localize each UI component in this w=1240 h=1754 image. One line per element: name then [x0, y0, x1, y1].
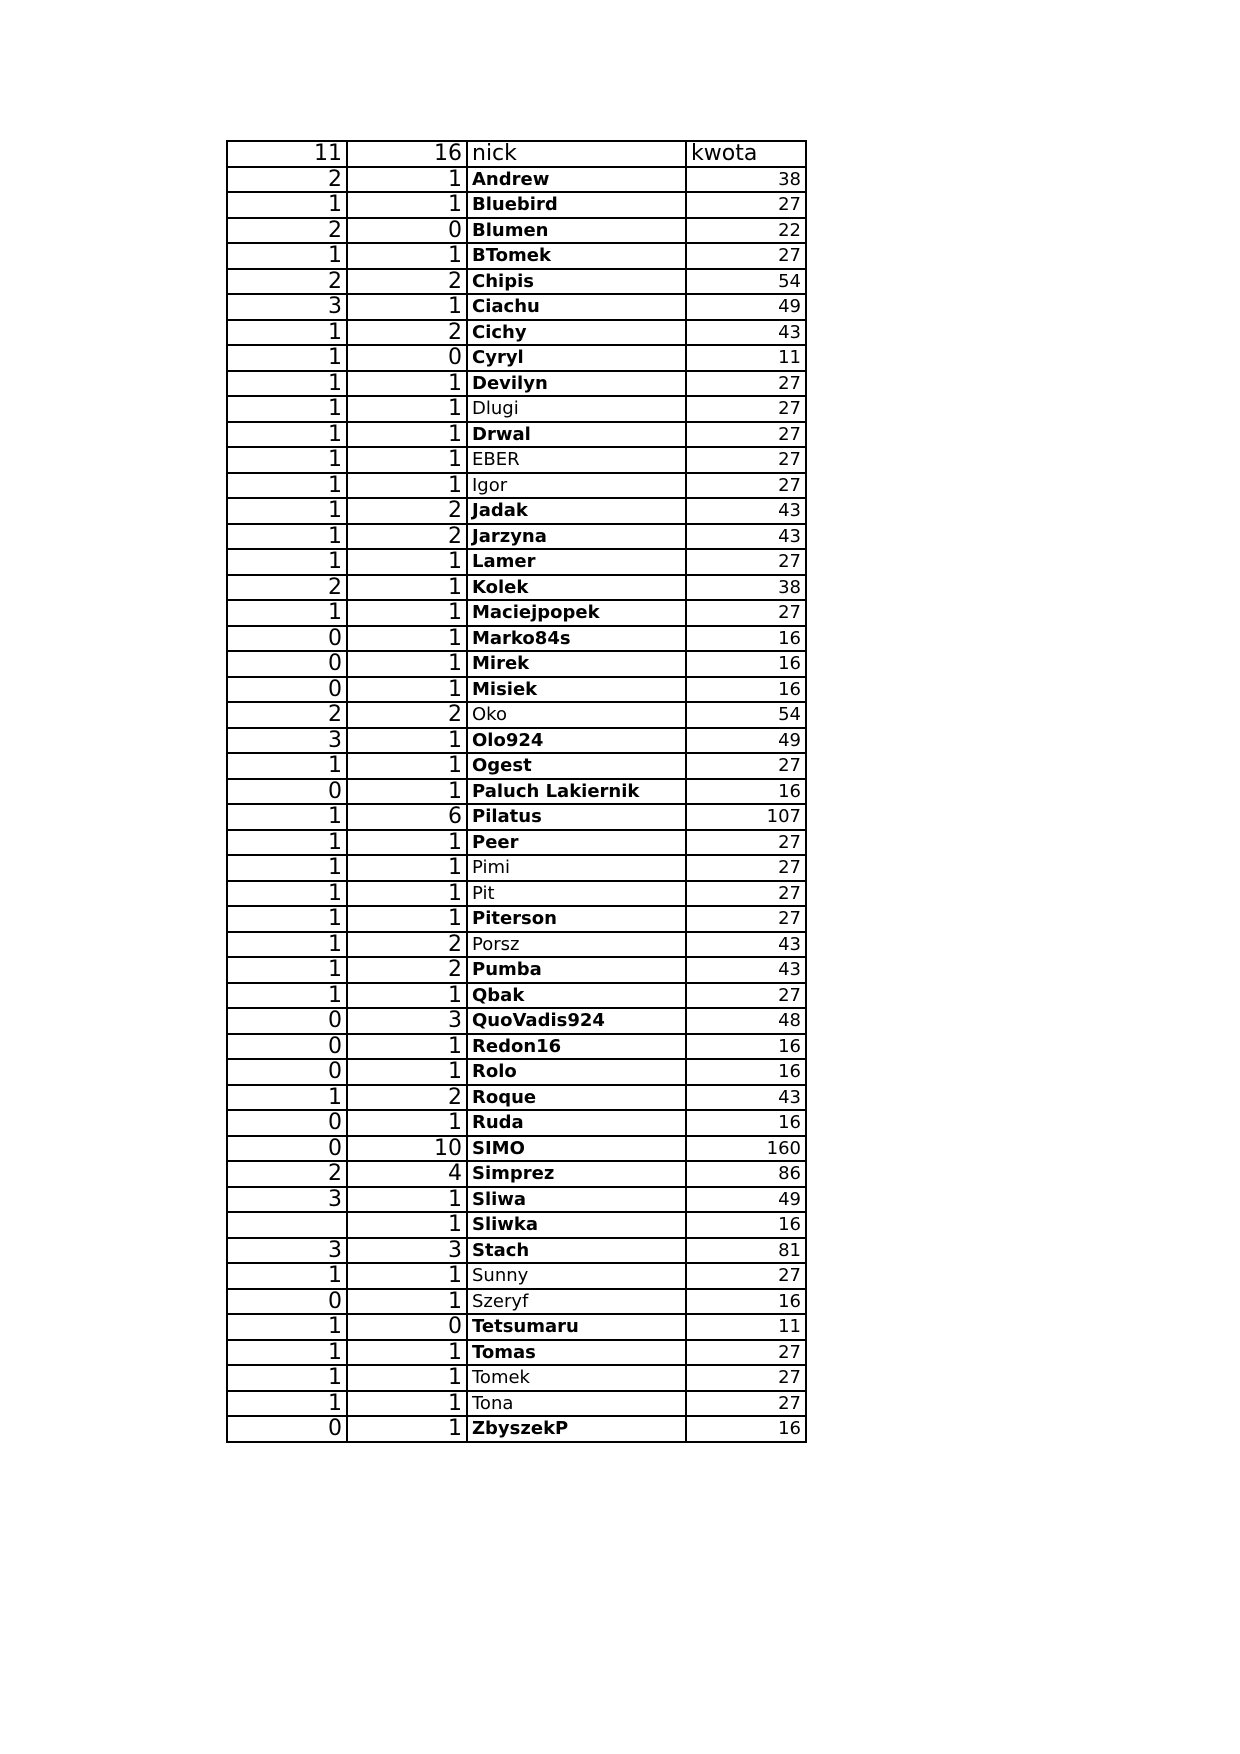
cell-kwota: 27 — [686, 983, 806, 1009]
cell-col2: 1 — [347, 983, 467, 1009]
cell-col2: 1 — [347, 192, 467, 218]
table-row — [227, 1391, 806, 1417]
cell-col2: 1 — [347, 855, 467, 881]
cell-nick: Ruda — [467, 1110, 686, 1136]
cell-nick: Tona — [467, 1391, 686, 1417]
cell-col1: 0 — [227, 626, 347, 652]
cell-col1: 1 — [227, 524, 347, 550]
header-cell-kwota: kwota — [686, 141, 806, 167]
table-row — [227, 1085, 806, 1111]
cell-nick: QuoVadis924 — [467, 1008, 686, 1034]
cell-col1: 1 — [227, 498, 347, 524]
cell-nick: Pimi — [467, 855, 686, 881]
cell-col1: 1 — [227, 906, 347, 932]
cell-nick: Cyryl — [467, 345, 686, 371]
cell-nick: Kolek — [467, 575, 686, 601]
table-row — [227, 218, 806, 244]
cell-kwota: 11 — [686, 345, 806, 371]
table-row — [227, 473, 806, 499]
cell-kwota: 16 — [686, 1110, 806, 1136]
cell-nick: Jarzyna — [467, 524, 686, 550]
cell-col1: 2 — [227, 702, 347, 728]
cell-nick: Lamer — [467, 549, 686, 575]
table-row — [227, 855, 806, 881]
cell-col2: 1 — [347, 1340, 467, 1366]
cell-col2: 1 — [347, 830, 467, 856]
cell-col1: 1 — [227, 192, 347, 218]
cell-kwota: 107 — [686, 804, 806, 830]
cell-col2: 3 — [347, 1238, 467, 1264]
cell-kwota: 27 — [686, 855, 806, 881]
table-row — [227, 1136, 806, 1162]
cell-col1: 3 — [227, 294, 347, 320]
table-row — [227, 651, 806, 677]
cell-col1: 1 — [227, 345, 347, 371]
cell-col2: 1 — [347, 1110, 467, 1136]
cell-col1: 1 — [227, 881, 347, 907]
cell-col1: 2 — [227, 167, 347, 193]
cell-nick: Bluebird — [467, 192, 686, 218]
spreadsheet-table — [226, 140, 807, 1443]
cell-col1: 2 — [227, 218, 347, 244]
cell-nick: Olo924 — [467, 728, 686, 754]
cell-col1: 0 — [227, 651, 347, 677]
cell-nick: Paluch Lakiernik — [467, 779, 686, 805]
cell-col2: 1 — [347, 1263, 467, 1289]
cell-col1: 1 — [227, 1085, 347, 1111]
cell-kwota: 43 — [686, 957, 806, 983]
cell-col2: 1 — [347, 294, 467, 320]
table-row — [227, 1365, 806, 1391]
cell-col1: 1 — [227, 932, 347, 958]
cell-col2: 4 — [347, 1161, 467, 1187]
cell-col2: 1 — [347, 396, 467, 422]
cell-kwota: 27 — [686, 1263, 806, 1289]
cell-col1: 1 — [227, 957, 347, 983]
cell-col2: 1 — [347, 371, 467, 397]
table-row — [227, 1314, 806, 1340]
table-row — [227, 320, 806, 346]
cell-col2: 1 — [347, 575, 467, 601]
cell-col2: 1 — [347, 1187, 467, 1213]
cell-col1: 0 — [227, 1416, 347, 1442]
cell-nick: Szeryf — [467, 1289, 686, 1315]
cell-col2: 1 — [347, 1416, 467, 1442]
cell-col2: 1 — [347, 753, 467, 779]
cell-kwota: 27 — [686, 1340, 806, 1366]
table-row — [227, 1263, 806, 1289]
cell-col2: 1 — [347, 728, 467, 754]
cell-kwota: 43 — [686, 498, 806, 524]
table-row — [227, 1008, 806, 1034]
cell-col2: 2 — [347, 320, 467, 346]
table-row — [227, 957, 806, 983]
cell-nick: Roque — [467, 1085, 686, 1111]
cell-nick: Piterson — [467, 906, 686, 932]
table-row — [227, 192, 806, 218]
cell-kwota: 27 — [686, 1391, 806, 1417]
cell-kwota: 27 — [686, 371, 806, 397]
header-row — [227, 141, 806, 167]
cell-col1: 1 — [227, 243, 347, 269]
table-row — [227, 167, 806, 193]
cell-kwota: 38 — [686, 167, 806, 193]
cell-nick: Cichy — [467, 320, 686, 346]
cell-col2: 1 — [347, 422, 467, 448]
cell-col2: 1 — [347, 473, 467, 499]
cell-col2: 1 — [347, 1034, 467, 1060]
cell-col2: 1 — [347, 1391, 467, 1417]
header-cell-nick: nick — [467, 141, 686, 167]
cell-nick: Stach — [467, 1238, 686, 1264]
table-row — [227, 600, 806, 626]
cell-nick: Mirek — [467, 651, 686, 677]
table-row — [227, 1161, 806, 1187]
cell-col1: 2 — [227, 575, 347, 601]
cell-nick: BTomek — [467, 243, 686, 269]
cell-nick: Sunny — [467, 1263, 686, 1289]
table-row — [227, 804, 806, 830]
cell-nick: Simprez — [467, 1161, 686, 1187]
cell-nick: Pit — [467, 881, 686, 907]
cell-kwota: 27 — [686, 192, 806, 218]
table-body — [227, 141, 806, 1442]
table-row — [227, 1110, 806, 1136]
cell-col1: 1 — [227, 371, 347, 397]
table-row — [227, 498, 806, 524]
cell-kwota: 16 — [686, 626, 806, 652]
cell-nick: Andrew — [467, 167, 686, 193]
table-row — [227, 1059, 806, 1085]
table-row — [227, 702, 806, 728]
cell-col2: 1 — [347, 167, 467, 193]
table-row — [227, 779, 806, 805]
cell-nick: Igor — [467, 473, 686, 499]
cell-nick: SIMO — [467, 1136, 686, 1162]
cell-kwota: 16 — [686, 1289, 806, 1315]
cell-col1: 0 — [227, 779, 347, 805]
cell-col1: 1 — [227, 983, 347, 1009]
cell-col1: 0 — [227, 677, 347, 703]
table-row — [227, 881, 806, 907]
cell-col2: 1 — [347, 651, 467, 677]
cell-kwota: 49 — [686, 1187, 806, 1213]
cell-col2: 1 — [347, 906, 467, 932]
cell-col2: 1 — [347, 779, 467, 805]
cell-kwota: 22 — [686, 218, 806, 244]
cell-col2: 1 — [347, 549, 467, 575]
cell-nick: Peer — [467, 830, 686, 856]
cell-col2: 1 — [347, 626, 467, 652]
table-row — [227, 1212, 806, 1238]
cell-nick: Drwal — [467, 422, 686, 448]
cell-col1: 3 — [227, 1238, 347, 1264]
cell-nick: EBER — [467, 447, 686, 473]
cell-nick: Ciachu — [467, 294, 686, 320]
cell-kwota: 49 — [686, 728, 806, 754]
cell-col1: 1 — [227, 447, 347, 473]
cell-col2: 1 — [347, 600, 467, 626]
cell-col1 — [227, 1212, 347, 1238]
cell-kwota: 27 — [686, 1365, 806, 1391]
cell-kwota: 27 — [686, 422, 806, 448]
cell-col2: 2 — [347, 932, 467, 958]
cell-kwota: 49 — [686, 294, 806, 320]
cell-col2: 1 — [347, 1059, 467, 1085]
cell-col2: 0 — [347, 218, 467, 244]
cell-col1: 3 — [227, 1187, 347, 1213]
cell-kwota: 27 — [686, 830, 806, 856]
cell-col2: 1 — [347, 1289, 467, 1315]
cell-col1: 2 — [227, 269, 347, 295]
cell-kwota: 54 — [686, 702, 806, 728]
cell-nick: Blumen — [467, 218, 686, 244]
cell-col2: 1 — [347, 1212, 467, 1238]
cell-kwota: 11 — [686, 1314, 806, 1340]
cell-col1: 0 — [227, 1136, 347, 1162]
cell-nick: Oko — [467, 702, 686, 728]
table-row — [227, 575, 806, 601]
cell-nick: Porsz — [467, 932, 686, 958]
cell-col1: 3 — [227, 728, 347, 754]
cell-kwota: 27 — [686, 396, 806, 422]
cell-nick: Redon16 — [467, 1034, 686, 1060]
cell-col2: 2 — [347, 498, 467, 524]
cell-col1: 1 — [227, 1340, 347, 1366]
cell-kwota: 16 — [686, 1059, 806, 1085]
cell-nick: Marko84s — [467, 626, 686, 652]
cell-col1: 1 — [227, 1314, 347, 1340]
cell-kwota: 16 — [686, 1416, 806, 1442]
cell-nick: Tetsumaru — [467, 1314, 686, 1340]
cell-nick: Rolo — [467, 1059, 686, 1085]
table-row — [227, 753, 806, 779]
header-cell-col2: 16 — [347, 141, 467, 167]
cell-col1: 1 — [227, 422, 347, 448]
table-row — [227, 1187, 806, 1213]
table-row — [227, 269, 806, 295]
cell-col2: 2 — [347, 957, 467, 983]
cell-nick: Ogest — [467, 753, 686, 779]
table-row — [227, 294, 806, 320]
table-row — [227, 1034, 806, 1060]
table-row — [227, 728, 806, 754]
cell-nick: Sliwa — [467, 1187, 686, 1213]
cell-kwota: 43 — [686, 932, 806, 958]
cell-nick: Chipis — [467, 269, 686, 295]
cell-col1: 0 — [227, 1034, 347, 1060]
cell-col2: 2 — [347, 702, 467, 728]
cell-col1: 1 — [227, 1391, 347, 1417]
cell-col1: 1 — [227, 320, 347, 346]
cell-col1: 2 — [227, 1161, 347, 1187]
cell-kwota: 27 — [686, 881, 806, 907]
cell-kwota: 27 — [686, 447, 806, 473]
cell-kwota: 81 — [686, 1238, 806, 1264]
cell-nick: Maciejpopek — [467, 600, 686, 626]
cell-kwota: 27 — [686, 549, 806, 575]
cell-col2: 10 — [347, 1136, 467, 1162]
table-row — [227, 677, 806, 703]
table-row — [227, 243, 806, 269]
table-row — [227, 1340, 806, 1366]
cell-kwota: 43 — [686, 320, 806, 346]
table-row — [227, 447, 806, 473]
cell-col1: 0 — [227, 1289, 347, 1315]
cell-col2: 1 — [347, 1365, 467, 1391]
cell-nick: Tomek — [467, 1365, 686, 1391]
cell-kwota: 160 — [686, 1136, 806, 1162]
cell-kwota: 27 — [686, 906, 806, 932]
cell-col2: 2 — [347, 1085, 467, 1111]
cell-col2: 1 — [347, 881, 467, 907]
cell-nick: Pumba — [467, 957, 686, 983]
cell-col2: 2 — [347, 524, 467, 550]
cell-col2: 1 — [347, 243, 467, 269]
cell-kwota: 16 — [686, 1212, 806, 1238]
table-row — [227, 549, 806, 575]
table-row — [227, 1416, 806, 1442]
table-row — [227, 396, 806, 422]
cell-col2: 2 — [347, 269, 467, 295]
cell-col2: 1 — [347, 677, 467, 703]
table-row — [227, 1289, 806, 1315]
cell-col2: 1 — [347, 447, 467, 473]
table-row — [227, 626, 806, 652]
cell-col2: 6 — [347, 804, 467, 830]
cell-kwota: 27 — [686, 600, 806, 626]
cell-col1: 0 — [227, 1110, 347, 1136]
cell-col1: 0 — [227, 1008, 347, 1034]
cell-nick: Pilatus — [467, 804, 686, 830]
cell-col1: 1 — [227, 855, 347, 881]
cell-col1: 1 — [227, 600, 347, 626]
cell-kwota: 43 — [686, 1085, 806, 1111]
cell-nick: Tomas — [467, 1340, 686, 1366]
cell-col2: 0 — [347, 345, 467, 371]
cell-col1: 1 — [227, 1365, 347, 1391]
cell-nick: Jadak — [467, 498, 686, 524]
cell-kwota: 48 — [686, 1008, 806, 1034]
cell-col1: 1 — [227, 753, 347, 779]
table-row — [227, 422, 806, 448]
cell-col1: 1 — [227, 830, 347, 856]
cell-col1: 1 — [227, 396, 347, 422]
cell-kwota: 27 — [686, 753, 806, 779]
cell-kwota: 86 — [686, 1161, 806, 1187]
cell-kwota: 43 — [686, 524, 806, 550]
cell-nick: Misiek — [467, 677, 686, 703]
cell-nick: Qbak — [467, 983, 686, 1009]
cell-kwota: 16 — [686, 1034, 806, 1060]
cell-col1: 1 — [227, 549, 347, 575]
cell-kwota: 16 — [686, 779, 806, 805]
table-row — [227, 983, 806, 1009]
cell-kwota: 27 — [686, 473, 806, 499]
table-row — [227, 345, 806, 371]
table-row — [227, 1238, 806, 1264]
cell-kwota: 38 — [686, 575, 806, 601]
table-row — [227, 906, 806, 932]
cell-kwota: 16 — [686, 677, 806, 703]
cell-nick: ZbyszekP — [467, 1416, 686, 1442]
cell-col2: 3 — [347, 1008, 467, 1034]
cell-nick: Devilyn — [467, 371, 686, 397]
table-row — [227, 830, 806, 856]
cell-col1: 1 — [227, 1263, 347, 1289]
cell-nick: Dlugi — [467, 396, 686, 422]
cell-kwota: 54 — [686, 269, 806, 295]
cell-kwota: 16 — [686, 651, 806, 677]
table-row — [227, 932, 806, 958]
header-cell-col1: 11 — [227, 141, 347, 167]
table-row — [227, 371, 806, 397]
cell-col1: 1 — [227, 804, 347, 830]
cell-kwota: 27 — [686, 243, 806, 269]
cell-col1: 1 — [227, 473, 347, 499]
cell-col2: 0 — [347, 1314, 467, 1340]
cell-nick: Sliwka — [467, 1212, 686, 1238]
cell-col1: 0 — [227, 1059, 347, 1085]
table-row — [227, 524, 806, 550]
